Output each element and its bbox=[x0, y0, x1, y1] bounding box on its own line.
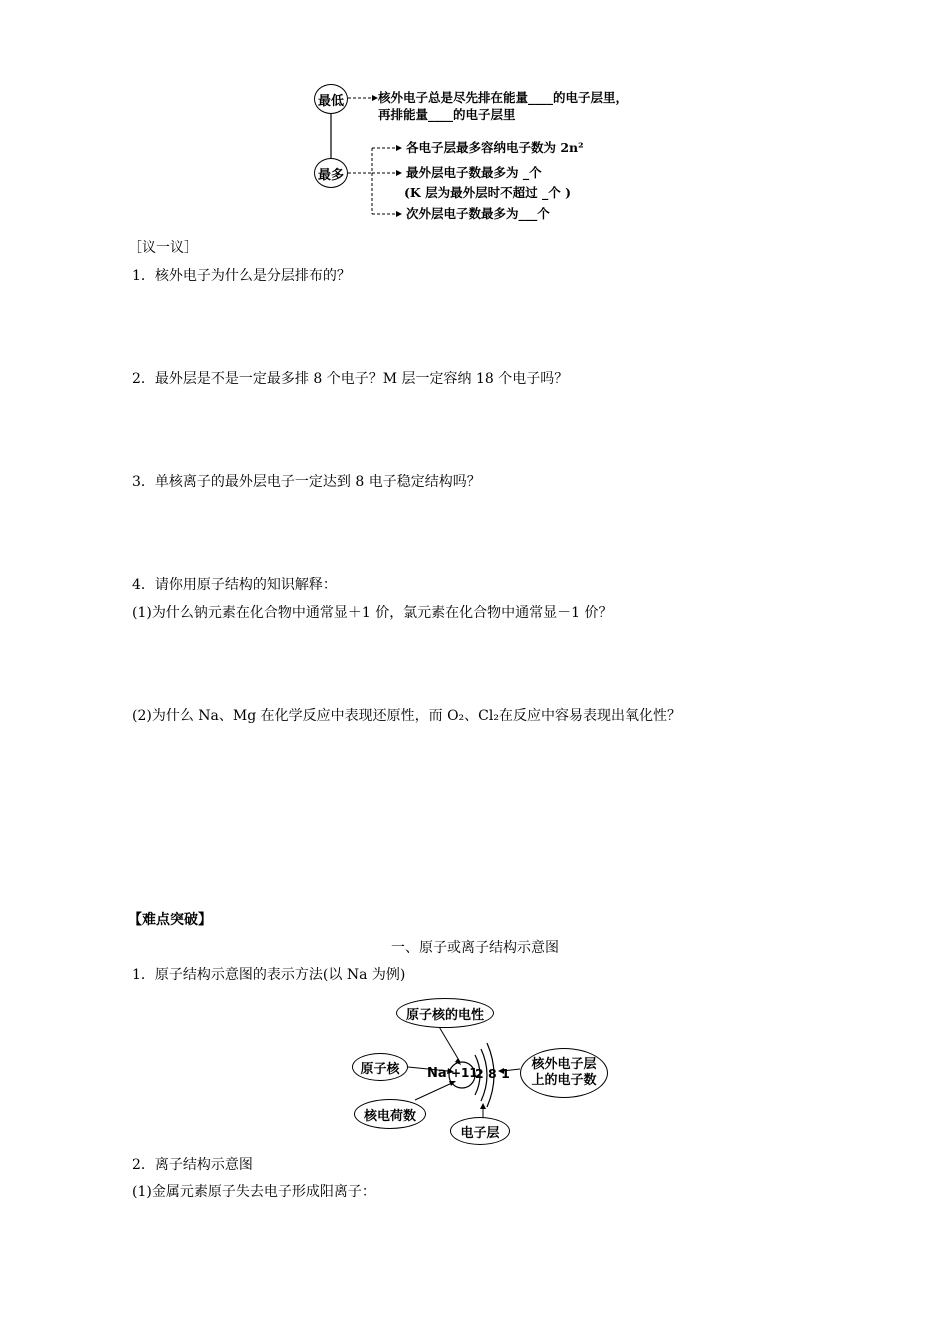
nuclear-charge-bubble bbox=[354, 1099, 426, 1129]
section-title: 一、原子或离子结构示意图 bbox=[391, 940, 559, 956]
shell-electrons-label-line1: 核外电子层 bbox=[531, 1057, 597, 1072]
lowest-text-line1: 核外电子总是尽先排在能量____的电子层里， bbox=[378, 90, 629, 105]
nuclear-charge-sign-label: 原子核的电性 bbox=[405, 1007, 484, 1023]
item-1: 1．原子结构示意图的表示方法(以 Na 为例) bbox=[132, 967, 406, 983]
question-3: 3．单核离子的最外层电子一定达到 8 电子稳定结构吗？ bbox=[132, 474, 481, 490]
shell-electrons-label-line2: 上的电子数 bbox=[531, 1073, 597, 1088]
na-symbol: Na bbox=[427, 1066, 447, 1081]
lowest-text-line2: 再排能量____的电子层里 bbox=[378, 107, 516, 122]
shell-bubble bbox=[450, 1117, 510, 1145]
question-4: 4．请你用原子结构的知识解释： bbox=[132, 577, 337, 593]
most-item-4: 次外层电子数最多为___个 bbox=[406, 206, 550, 221]
most-item-3: (K 层为最外层时不超过 _个 ) bbox=[404, 185, 571, 200]
lowest-bubble bbox=[314, 84, 348, 114]
question-4-1: (1)为什么钠元素在化合物中通常显＋1 价，氯元素在化合物中通常显－1 价？ bbox=[132, 605, 613, 621]
question-4-2: (2)为什么 Na、Mg 在化学反应中表现还原性，而 O₂、Cl₂在反应中容易表现出氧化性？ bbox=[132, 708, 681, 724]
lowest-label: 最低 bbox=[317, 93, 344, 109]
discussion-heading: ［议一议］ bbox=[128, 240, 198, 256]
most-item-1: 各电子层最多容纳电子数为 2n² bbox=[406, 140, 584, 155]
most-bubble bbox=[314, 158, 348, 188]
nucleus-value: +11 bbox=[451, 1066, 478, 1080]
shell-electrons-bubble bbox=[520, 1048, 608, 1098]
nuclear-charge-label: 核电荷数 bbox=[363, 1108, 416, 1124]
nuclear-charge-sign-bubble bbox=[396, 998, 494, 1028]
difficulty-heading: 【难点突破】 bbox=[128, 912, 212, 928]
question-2: 2．最外层是不是一定最多排 8 个电子？M 层一定容纳 18 个电子吗？ bbox=[132, 371, 569, 387]
shell-counts: 2 8 1 bbox=[475, 1066, 510, 1081]
item-2-1: (1)金属元素原子失去电子形成阳离子： bbox=[132, 1184, 376, 1200]
nucleus-bubble bbox=[352, 1053, 408, 1081]
shell-label: 电子层 bbox=[460, 1125, 500, 1141]
most-item-2: 最外层电子数最多为 _个 bbox=[406, 165, 542, 180]
item-2: 2．离子结构示意图 bbox=[132, 1157, 253, 1173]
question-1: 1．核外电子为什么是分层排布的？ bbox=[132, 268, 351, 284]
most-label: 最多 bbox=[317, 167, 344, 183]
nucleus-label: 原子核 bbox=[360, 1061, 400, 1077]
